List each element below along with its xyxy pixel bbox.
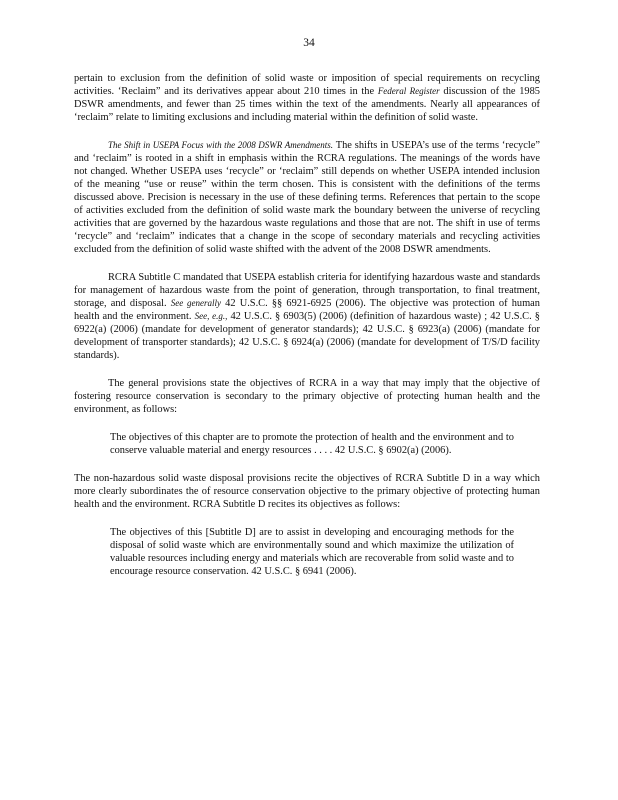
paragraph-subtitle-c (74, 271, 540, 362)
federal-register-italic: Federal Register (377, 86, 440, 96)
block-quote-subtitle-d: The objectives of this [Subtitle D] are to assist in developing and encouraging methods for the disposal of solid waste which are environmentally sound and which maximize the utilization of valuable resources including energy and materials which are recoverable from solid waste and to encourage resource conservation. 42 U.S.C. § 6941 (2006). (110, 527, 514, 577)
page-number: 34 (303, 37, 315, 49)
para3-b: 42 U.S.C. §§ 6921-6925 (2006). The objective was protection of human health and the environment. (74, 298, 540, 322)
paragraph-reclaim-usage (74, 72, 540, 124)
paragraph-subtitle-d: The non-hazardous solid waste disposal provisions recite the objectives of RCRA Subtitle D in a way which more clearly subordinates the of resource conservation objective to the primary objective of protecting human health and the environment. RCRA Subtitle D recites its objectives as follows: (74, 473, 540, 510)
block-quote-objectives-chapter: The objectives of this chapter are to promote the protection of health and the environment and to conserve valuable material and energy resources . . . . 42 U.S.C. § 6902(a) (2006). (110, 432, 514, 456)
para3-c: 42 U.S.C. § 6903(5) (2006) (definition of hazardous waste) ; 42 U.S.C. § 6922(a) (2006) (mandate for development of generator standards); 42 U.S.C. § 6923(a) (2006) (mandate for development of transporter standards); 42 U.S.C. § 6924(a) (2006) (mandate for development of T/S/D facility standards). (74, 311, 540, 361)
see-generally-signal: See generally (170, 298, 221, 308)
para1-text: pertain to exclusion from the definition of solid waste or imposition of special requirements on recycling activities. ‘Reclaim” and its derivatives appear about 210 times in the (74, 73, 540, 97)
para3-a: RCRA Subtitle C mandated that USEPA establish criteria for identifying hazardous waste and standards for management of hazardous waste from the point of generation, through transportation, to final treatment, storage, and disposal. (74, 272, 540, 309)
see-eg-signal: See, e.g., (194, 311, 228, 321)
section-heading: The Shift in USEPA Focus with the 2008 DSWR Amendments. (108, 140, 333, 150)
document-body (74, 72, 540, 593)
para1-rest: discussion of the 1985 DSWR amendments, and fewer than 25 times within the text of the amendments. Nearly all appearances of ‘reclaim” relate to limiting exclusions and including material within the definition of solid waste. (74, 86, 540, 123)
paragraph-shift-in-focus (74, 139, 540, 256)
paragraph-general-provisions: The general provisions state the objectives of RCRA in a way that may imply that the objective of fostering resource conservation is secondary to the primary objective of protecting human health and the environment, as follows: (74, 378, 540, 415)
para2-text: The shifts in USEPA’s use of the terms ‘recycle” and ‘reclaim” is rooted in a shift in emphasis within the RCRA regulations. The meanings of the words have not changed. Whether USEPA uses ‘recycle” or ‘reclaim” still depends on whether USEPA intended inclusion of the meaning “use or reuse” within the term chosen. This is consistent with the definitions of the terms discussed above. Precision is necessary in the use of these defining terms. References that pertain to the scope of activities excluded from the definition of solid waste mark the boundary between the universe of recycling activities that are governed by the hazardous waste regulations and those that are not. The shift in use of terms ‘recycle” and ‘reclaim” indicates that a change in the scope of secondary materials and recycling activities excluded from the definition of solid waste shifted with the advent of the 2008 DSWR amendments. (74, 140, 540, 255)
